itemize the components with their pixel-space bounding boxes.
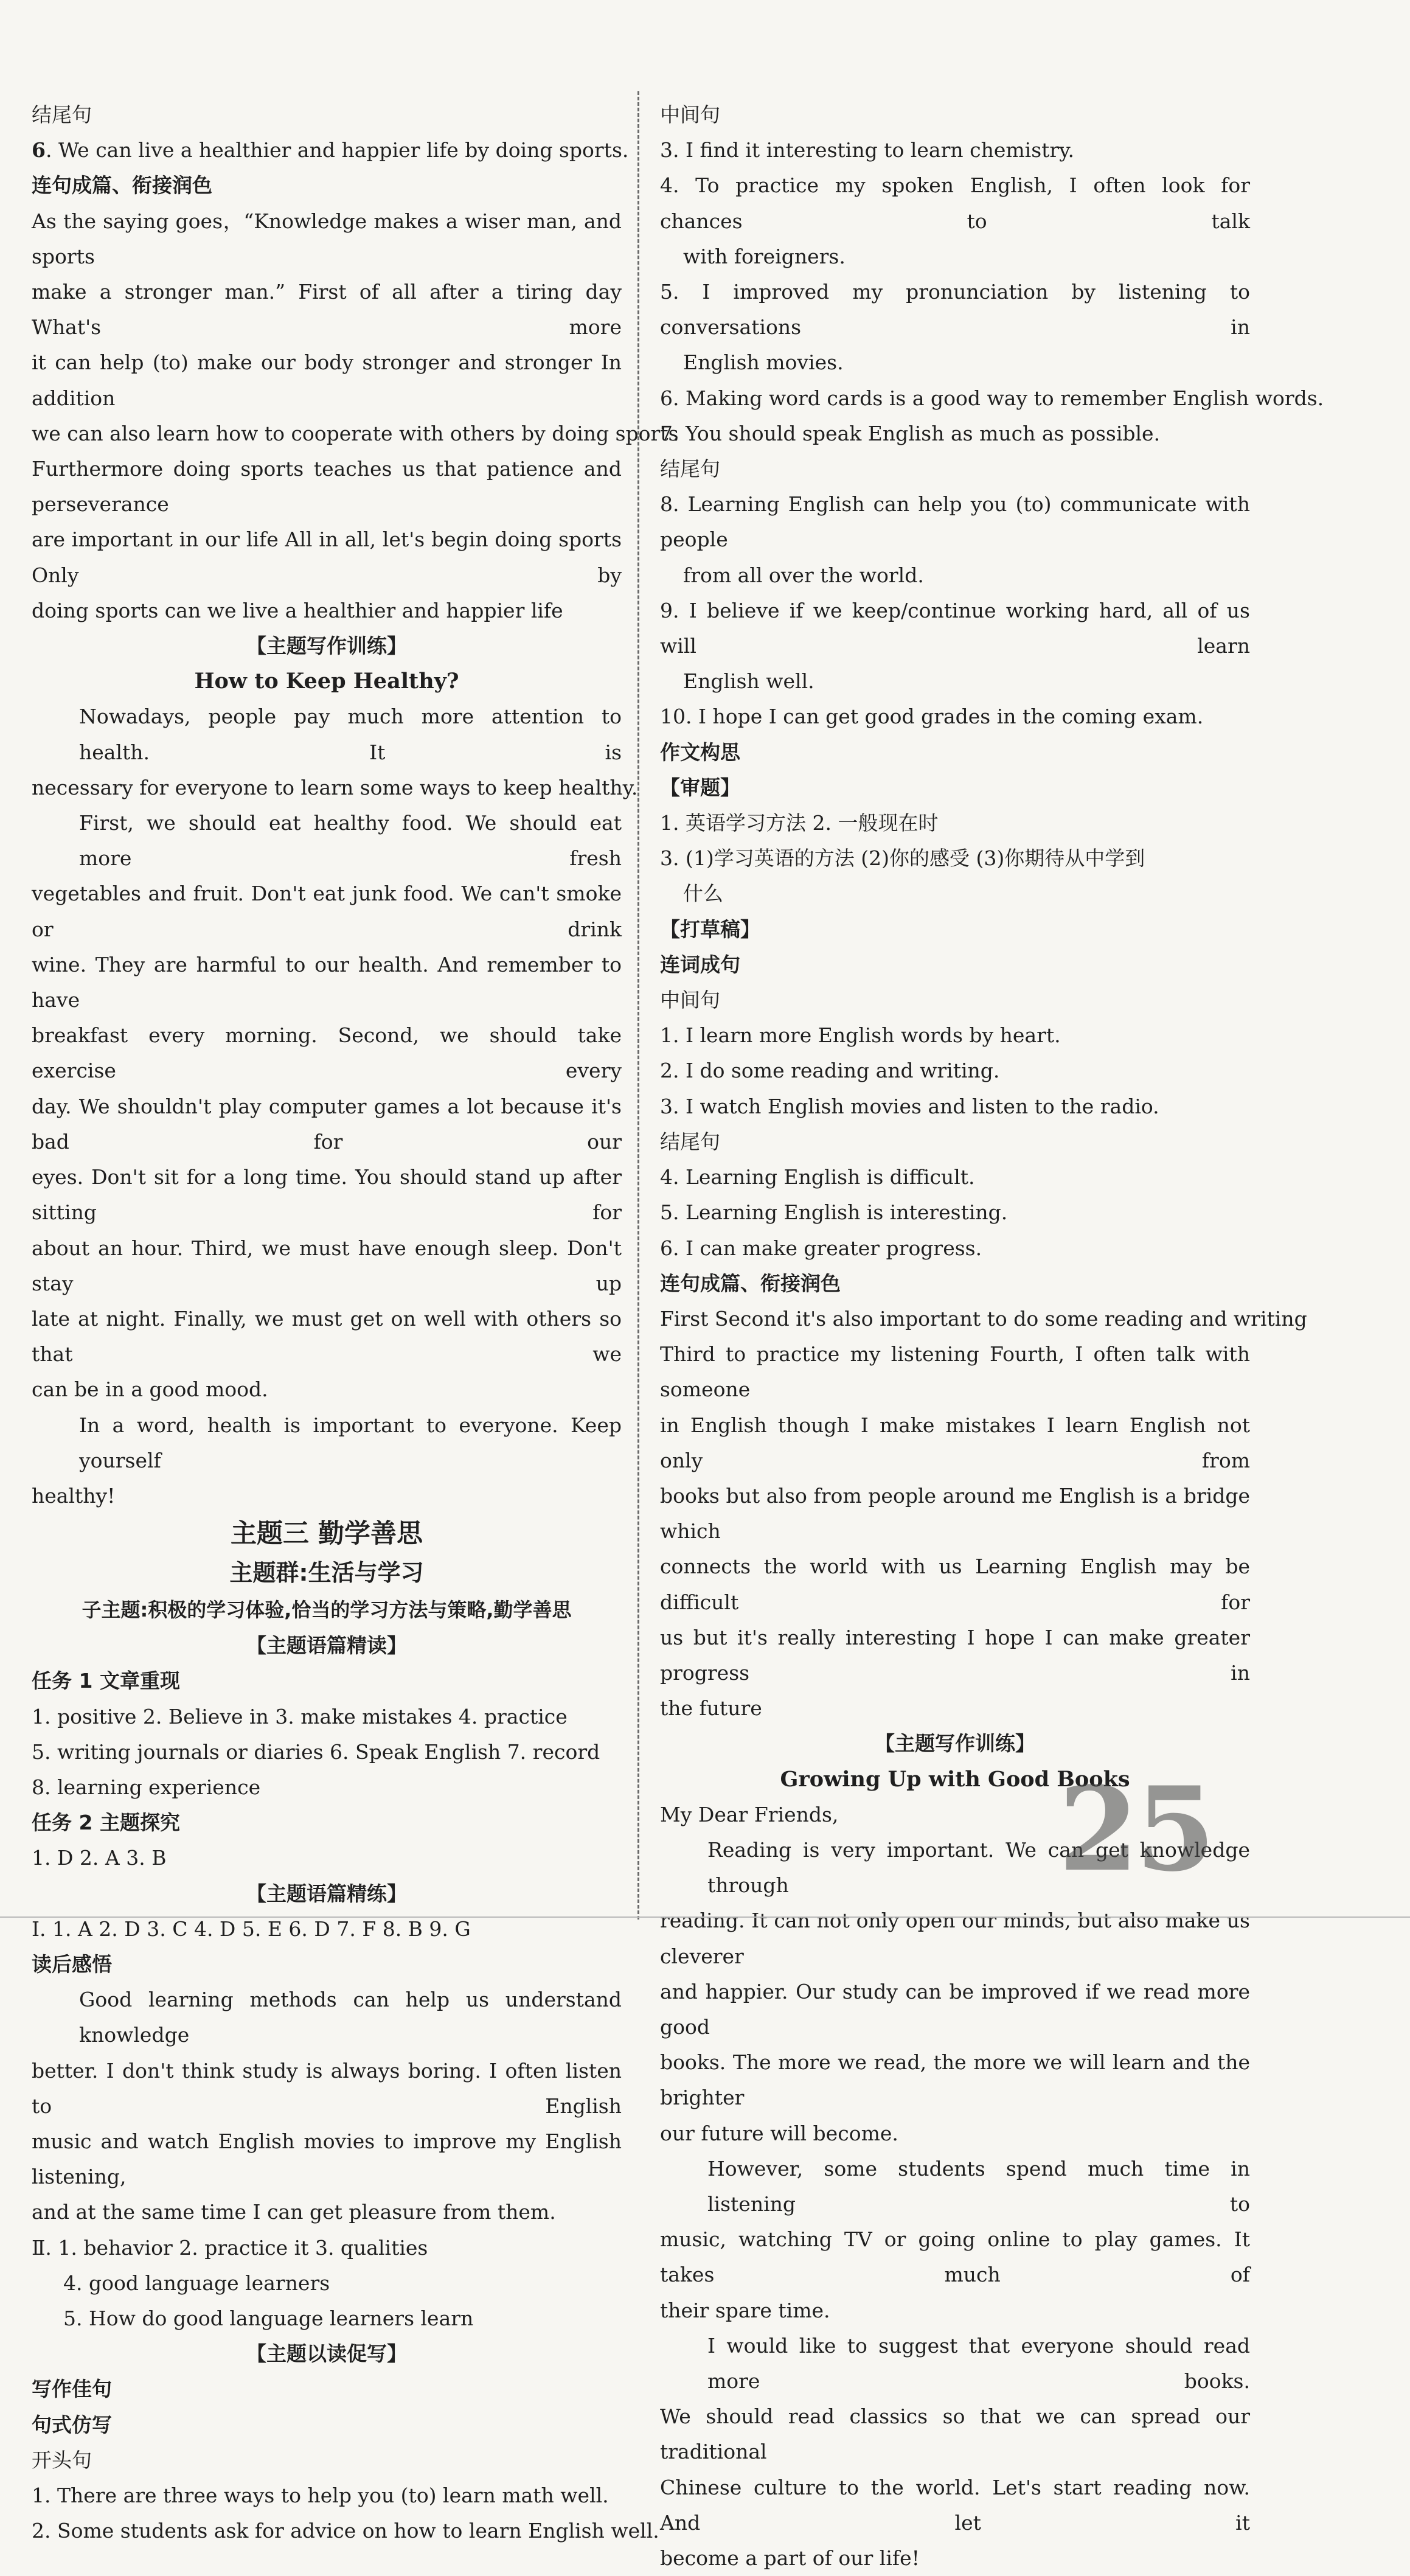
- text-line: First, we should eat healthy food. We should eat more fresh: [79, 811, 622, 871]
- text-line: I would like to suggest that everyone should read more books.: [707, 2333, 1250, 2393]
- text-line: us but it's really interesting I hope I can make greater progress in: [660, 1625, 1250, 1685]
- section-label: 任务 2 主题探究: [32, 1811, 180, 1835]
- text-line: Chinese culture to the world. Let's start reading now. And let it: [660, 2475, 1250, 2535]
- text-line: and at the same time I can get pleasure from them.: [32, 2200, 556, 2224]
- text-line: 5. How do good language learners learn: [63, 2306, 474, 2330]
- essay-title: Growing Up with Good Books: [780, 1766, 1130, 1792]
- section-heading: 【主题写作训练】: [875, 1732, 1035, 1756]
- text-line: 3. (1)学习英语的方法 (2)你的感受 (3)你期待从中学到: [660, 846, 1145, 871]
- text-line: books but also from people around me English is a bridge which: [660, 1483, 1250, 1544]
- text-line: However, some students spend much time in listening to: [707, 2156, 1250, 2216]
- section-heading: 【主题以读促写】: [246, 2342, 407, 2366]
- section-heading: 【主题语篇精读】: [246, 1634, 407, 1658]
- text-line: the future: [660, 1696, 762, 1721]
- sub-label: 结尾句: [32, 103, 92, 127]
- text-line: 3. I watch English movies and listen to the radio.: [660, 1094, 1159, 1118]
- text-line: from all over the world.: [683, 563, 924, 587]
- text-line: 9. I believe if we keep/continue working hard, all of us will learn: [660, 598, 1250, 658]
- text-line: Good learning methods can help us understand knowledge: [79, 1988, 622, 2047]
- text-line: wine. They are harmful to our health. And remember to have: [32, 952, 622, 1012]
- text-line: 1. There are three ways to help you (to) learn math well.: [32, 2484, 609, 2507]
- section-label: 读后感悟: [32, 1952, 112, 1976]
- theme-group-title: 主题群:生活与学习: [229, 1559, 424, 1587]
- text-line: books. The more we read, the more we will learn and the brighter: [660, 2050, 1250, 2110]
- text-line: Third to practice my listening Fourth, I often talk with someone: [660, 1342, 1250, 1402]
- section-heading: 【主题写作训练】: [246, 634, 407, 658]
- section-label: 连句成篇、衔接润色: [660, 1271, 841, 1295]
- text-line: in English though I make mistakes I learn English not only from: [660, 1413, 1250, 1472]
- text-line: In a word, health is important to everyone. Keep yourself: [79, 1413, 622, 1472]
- sub-label: 结尾句: [660, 1129, 720, 1154]
- section-label: 连句成篇、衔接润色: [32, 173, 212, 198]
- sub-label: 开头句: [32, 2448, 92, 2472]
- text-line: 5. Learning English is interesting.: [660, 1200, 1008, 1225]
- text-line: are important in our life All in all, let's begin doing sports Only by: [32, 527, 622, 587]
- text-line: 5. writing journals or diaries 6. Speak English 7. record: [32, 1739, 600, 1764]
- text-line: 8. learning experience: [32, 1775, 261, 1799]
- section-label: 句式仿写: [32, 2412, 112, 2437]
- sub-label: 中间句: [660, 103, 720, 127]
- text-line: our future will become.: [660, 2121, 898, 2145]
- text-line: 7. You should speak English as much as possible.: [660, 421, 1161, 445]
- section-label: 【审题】: [660, 775, 740, 799]
- text-line: 1. positive 2. Believe in 3. make mistakes 4. practice: [32, 1704, 568, 1728]
- sub-label: 结尾句: [660, 457, 720, 481]
- text-line: English movies.: [683, 350, 844, 375]
- sub-theme-title: 子主题:积极的学习体验,恰当的学习方法与策略,勤学善思: [82, 1598, 572, 1622]
- text-line: connects the world with us Learning English may be difficult for: [660, 1554, 1250, 1614]
- text-line: My Dear Friends,: [660, 1802, 839, 1826]
- text-line: music, watching TV or going online to play games. It takes much of: [660, 2227, 1250, 2287]
- essay-title: How to Keep Healthy?: [194, 669, 459, 694]
- text-line: Reading is very important. We can get knowledge through: [707, 1837, 1250, 1898]
- text-line: it can help (to) make our body stronger and stronger In addition: [32, 350, 622, 410]
- text-line: First Second it's also important to do some reading and writing: [660, 1306, 1307, 1331]
- column-divider: [637, 91, 639, 1920]
- text-line: 1. 英语学习方法 2. 一般现在时: [660, 811, 939, 835]
- sub-label: 中间句: [660, 988, 720, 1012]
- text-line: their spare time.: [660, 2298, 830, 2322]
- item-text: . We can live a healthier and happier life by doing sports.: [45, 138, 629, 162]
- text-line: Furthermore doing sports teaches us that patience and perseverance: [32, 457, 622, 517]
- text-line: English well.: [683, 669, 814, 694]
- text-line: can be in a good mood.: [32, 1377, 268, 1402]
- theme-title: 主题三 勤学善思: [231, 1519, 423, 1550]
- text-line: 8. Learning English can help you (to) communicate with people: [660, 492, 1250, 552]
- item-number: 6: [32, 138, 46, 162]
- text-line: become a part of our life!: [660, 2546, 920, 2571]
- text-line: healthy!: [32, 1483, 116, 1508]
- text-line: 6. I can make greater progress.: [660, 1236, 982, 1260]
- section-label: 连词成句: [660, 952, 740, 976]
- section-heading: 【主题语篇精练】: [246, 1881, 407, 1906]
- text-line: necessary for everyone to learn some ways to keep healthy.: [32, 775, 638, 799]
- left-column: [32, 97, 679, 2549]
- text-line: 1. I learn more English words by heart.: [660, 1023, 1061, 1048]
- text-line: and happier. Our study can be improved if we read more good: [660, 1979, 1250, 2039]
- text-line: 3. I find it interesting to learn chemistry.: [660, 138, 1074, 162]
- text-line: 6. Making word cards is a good way to remember English words.: [660, 386, 1324, 410]
- text-line: Nowadays, people pay much more attention to health. It is: [79, 705, 622, 764]
- text-line: 2. Some students ask for advice on how to learn English well.: [32, 2519, 659, 2543]
- section-label: 写作佳句: [32, 2377, 112, 2401]
- text-line: with foreigners.: [683, 244, 846, 268]
- text-line: day. We shouldn't play computer games a lot because it's bad for our: [32, 1094, 622, 1154]
- text-line: late at night. Finally, we must get on well with others so that we: [32, 1306, 622, 1366]
- bottom-rule: [0, 1916, 1410, 1918]
- text-line: eyes. Don't sit for a long time. You should stand up after sitting for: [32, 1165, 622, 1225]
- text-line: Ⅱ. 1. behavior 2. practice it 3. qualities: [32, 2235, 428, 2260]
- text-line: 2. I do some reading and writing.: [660, 1059, 1000, 1083]
- text-line: better. I don't think study is always boring. I often listen to English: [32, 2058, 622, 2118]
- section-label: 作文构思: [660, 740, 740, 764]
- text-line: [32, 133, 629, 168]
- text-line: 5. I improved my pronunciation by listening to conversations in: [660, 280, 1250, 339]
- text-line: make a stronger man.” First of all after a tiring day What's more: [32, 280, 622, 339]
- text-line: As the saying goes，“Knowledge makes a wiser man, and sports: [32, 209, 622, 268]
- text-line: breakfast every morning. Second, we should take exercise every: [32, 1023, 622, 1083]
- text-line: vegetables and fruit. Don't eat junk food. We can't smoke or drink: [32, 882, 622, 941]
- text-line: Ⅰ. 1. A 2. D 3. C 4. D 5. E 6. D 7. F 8. B 9. G: [32, 1916, 471, 1941]
- section-label: 【打草稿】: [660, 917, 760, 941]
- text-line: doing sports can we live a healthier and happier life: [32, 598, 563, 622]
- text-line: We should read classics so that we can spread our traditional: [660, 2404, 1250, 2464]
- text-line: music and watch English movies to improve my English listening,: [32, 2129, 622, 2189]
- text-line: 4. good language learners: [63, 2271, 330, 2295]
- text-line: 10. I hope I can get good grades in the coming exam.: [660, 705, 1204, 729]
- text-line: 4. Learning English is difficult.: [660, 1165, 975, 1189]
- right-column: [660, 97, 1324, 2576]
- page-number: 25: [1058, 1761, 1212, 1897]
- text-line: 1. D 2. A 3. B: [32, 1846, 167, 1870]
- section-label: 任务 1 文章重现: [32, 1669, 180, 1693]
- text-line: we can also learn how to cooperate with others by doing sports: [32, 421, 679, 445]
- text-line: 4. To practice my spoken English, I often look for chances to talk: [660, 173, 1250, 233]
- text-line: reading. It can not only open our minds, but also make us cleverer: [660, 1909, 1250, 1968]
- text-line: about an hour. Third, we must have enough sleep. Don't stay up: [32, 1236, 622, 1295]
- text-line: 什么: [683, 882, 723, 906]
